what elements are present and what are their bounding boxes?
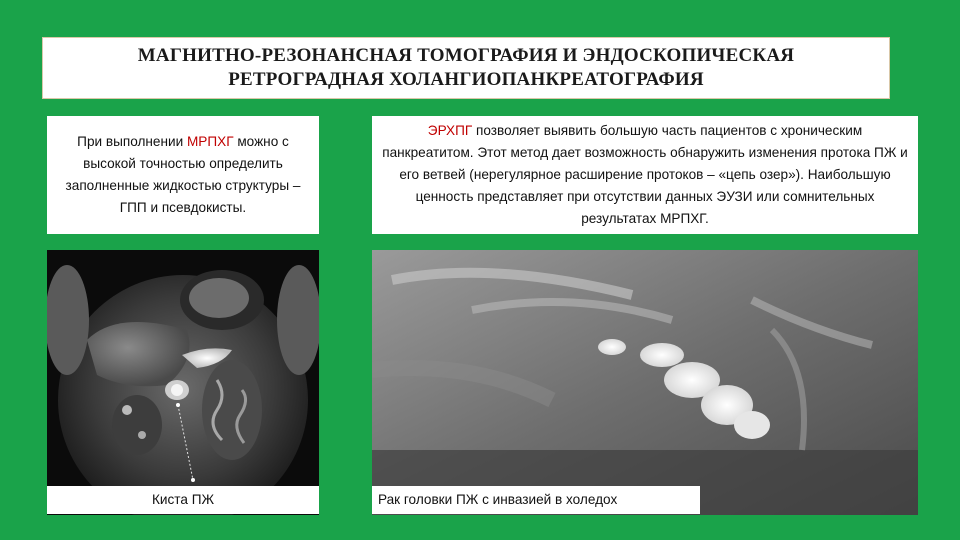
title-box bbox=[42, 37, 890, 99]
mri-caption: Киста ПЖ bbox=[47, 486, 319, 514]
title-line-2: РЕТРОГРАДНАЯ ХОЛАНГИОПАНКРЕАТОГРАФИЯ bbox=[228, 69, 704, 90]
mrcp-text-suffix: можно с высокой точностью определить заполненные жидкостью структуры – ГПП и псевдокисты. bbox=[65, 134, 301, 215]
mrcp-text bbox=[57, 131, 309, 219]
ercp-caption: Рак головки ПЖ с инвазией в холедох bbox=[372, 486, 700, 514]
ercp-abbreviation: ЭРХПГ bbox=[427, 123, 473, 138]
mrcp-description bbox=[47, 116, 319, 234]
slide-title bbox=[138, 44, 794, 92]
ercp-text bbox=[382, 120, 908, 230]
title-line-1: МАГНИТНО-РЕЗОНАНСНАЯ ТОМОГРАФИЯ И ЭНДОСКОПИЧЕСКАЯ bbox=[137, 45, 795, 66]
ercp-xray-image bbox=[372, 250, 918, 515]
ercp-text-suffix: позволяет выявить большую часть пациентов с хроническим панкреатитом. Этот метод дает возможность обнаружить изменения протока ПЖ и его ветвей (нерегулярное расширение протоков – «цепь озер»). Наибольшую ценность представляет при отсутствии данных ЭУЗИ или сомнительных результатах МРПХГ. bbox=[382, 123, 908, 226]
mrcp-text-prefix: При выполнении bbox=[77, 134, 187, 149]
mri-image bbox=[47, 250, 319, 515]
ercp-description bbox=[372, 116, 918, 234]
mrcp-abbreviation: МРПХГ bbox=[186, 134, 234, 149]
